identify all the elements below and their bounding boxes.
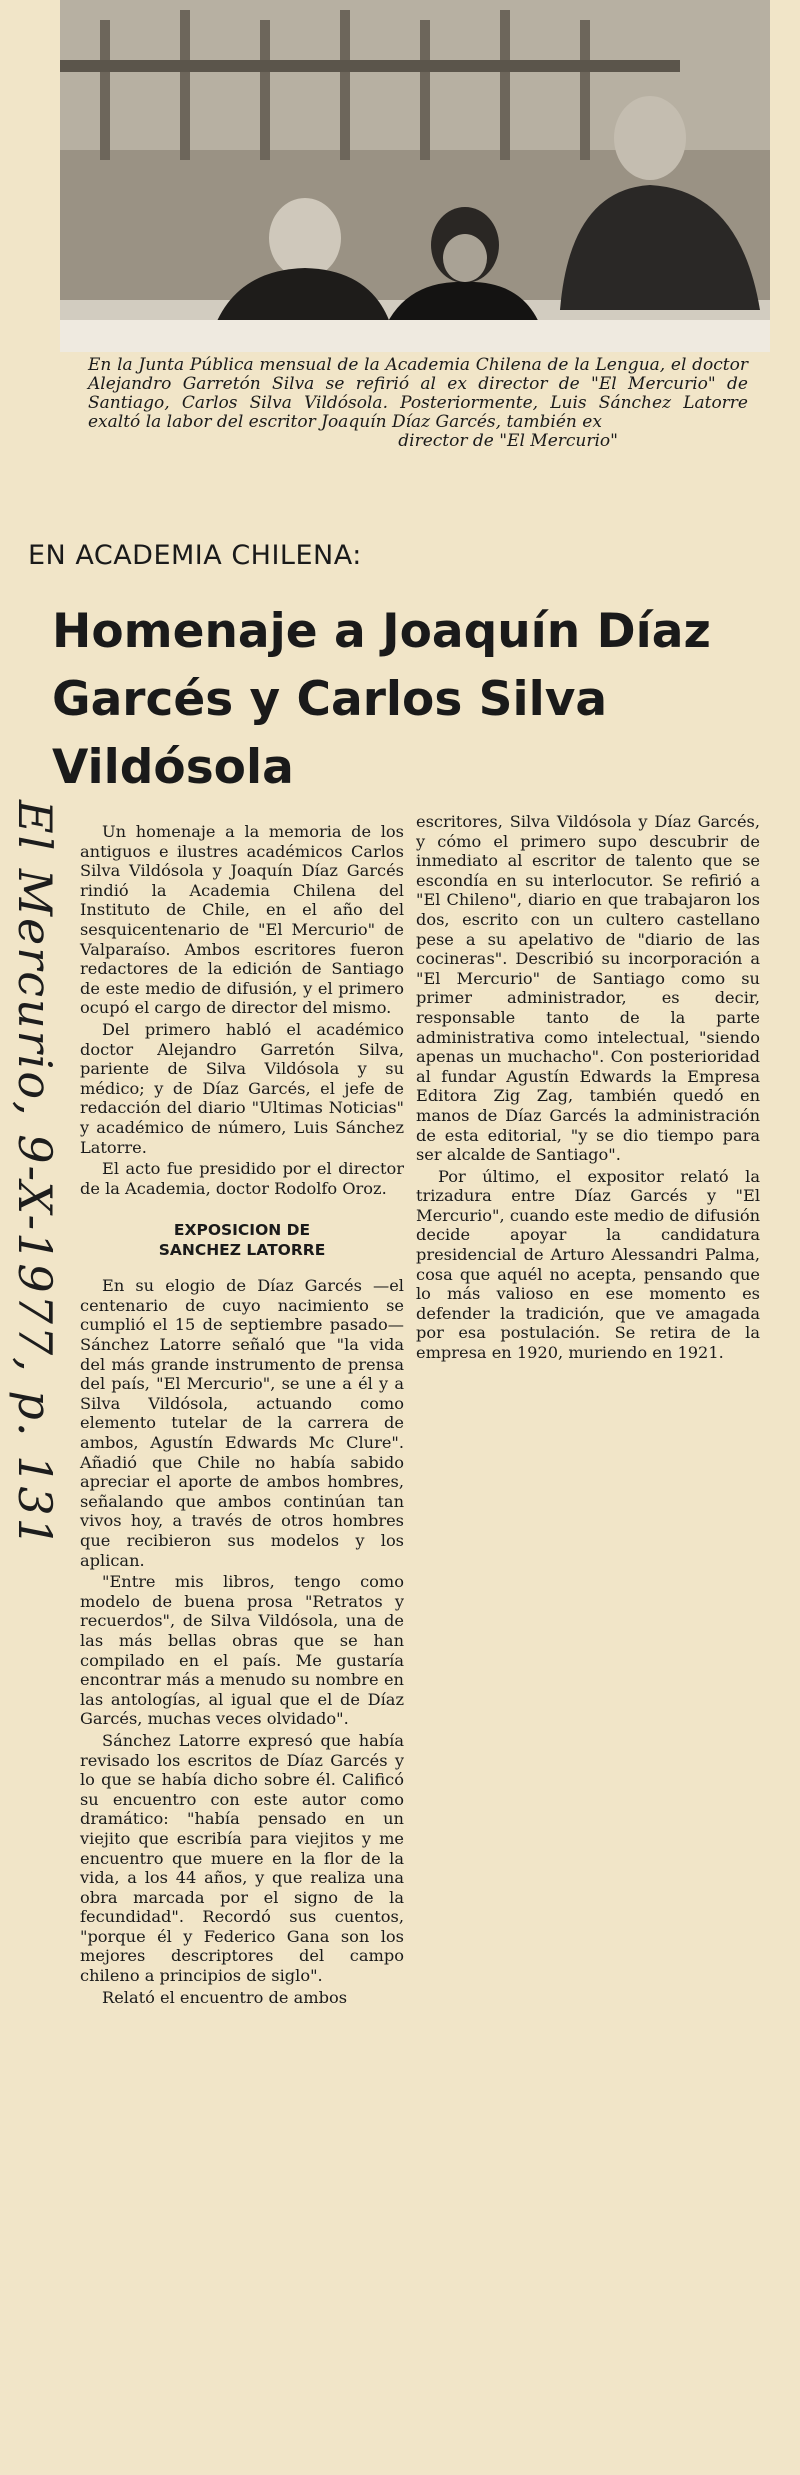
handwritten-note-text: El Mercurio, 9-X-1977, p. 131 <box>8 800 62 1549</box>
paragraph: En su elogio de Díaz Garcés —el centenario de cuyo nacimiento se cumplió el 15 de septiembre pasado— Sánchez Latorre señaló que "la vida del más grande instrumento de prensa del país, "El Mercurio", se une a él y a Silva Vildósola, actuando como elemento tutelar de la carrera de ambos, Agustín Edwards Mc Clure". Añadió que Chile no había sabido apreciar el aporte de ambos hombres, señalando que ambos continúan tan vivos hoy, a través de otros hombres que recibieron sus modelos y los aplican. <box>80 1276 404 1570</box>
paragraph: "Entre mis libros, tengo como modelo de buena prosa "Retratos y recuerdos", de Silva Vildósola, una de las más bellas obras que se han compilado en el país. Me gustaría encontrar más a menudo su nombre en las antologías, al igual que el de Díaz Garcés, muchas veces olvidado". <box>80 1572 404 1729</box>
article-column-2 <box>416 812 760 1365</box>
paragraph: Relató el encuentro de ambos <box>102 1987 348 2007</box>
headline: Homenaje a Joaquín Díaz Garcés y Carlos Silva Vildósola <box>52 604 711 795</box>
article-column-1 <box>80 822 404 2009</box>
subheading-line-1: EXPOSICION DE <box>173 1221 311 1240</box>
paragraph: Sánchez Latorre expresó que había revisado los escritos de Díaz Garcés y lo que se había dicho sobre él. Calificó su encuentro con este autor como dramático: "había pensado en un viejito que escribía para viejitos y me encuentro que muere en la flor de la vida, a los 44 años, y que realiza una obra marcada por el signo de la fecundidad". Recordó sus cuentos, "porque él y Federico Gana son los mejores descriptores del campo chileno a principios de siglo". <box>80 1730 404 1986</box>
subheading <box>80 1220 404 1260</box>
photo-three-men-at-table-icon <box>60 0 770 352</box>
paragraph: El acto fue presidido por el director de la Academia, doctor Rodolfo Oroz. <box>80 1159 404 1198</box>
paragraph: Por último, el expositor relató la trizadura entre Díaz Garcés y "El Mercurio", cuando este medio de difusión decide apoyar la candidatura presidencial de Arturo Alessandri Palma, cosa que aquél no acepta, pensando que lo más valioso en ese momento es defender la tradición, que ve amagada por esa postulación. Se retira de la empresa en 1920, muriendo en 1921. <box>416 1166 760 1363</box>
caption-text: En la Junta Pública mensual de la Academia Chilena de la Lengua, el doctor Alejandro Garretón Silva se refirió al ex director de "El Mercurio" de Santiago, Carlos Silva Vildósola. Posteriormente, Luis Sánchez Latorre exaltó la labor del escritor Joaquín Díaz Garcés, también ex <box>88 355 748 432</box>
caption-tail: director de "El Mercurio" <box>398 431 618 451</box>
paragraph: Un homenaje a la memoria de los antiguos e ilustres académicos Carlos Silva Vildósola y Joaquín Díaz Garcés rindió la Academia Chilena del Instituto de Chile, en el año del sesquicentenario de "El Mercurio" de Valparaíso. Ambos escritores fueron redactores de la edición de Santiago de este medio de difusión, y el primero ocupó el cargo de director del mismo. <box>80 822 404 1018</box>
subheading-line-2: SANCHEZ LATORRE <box>158 1241 326 1260</box>
handwritten-note <box>0 800 80 1900</box>
paragraph: escritores, Silva Vildósola y Díaz Garcés, y cómo el primero supo descubrir de inmediato al escritor de talento que se escondía en su interlocutor. Se refirió a "El Chileno", diario en que trabajaron los dos, escrito con un cultero castellano pese a su apelativo de "diario de las cocineras". Describió su incorporación a "El Mercurio" de Santiago como su primer administrador, es decir, responsable tanto de la parte administrativa como intelectual, "siendo apenas un muchacho". Con posterioridad al fundar Agustín Edwards la Empresa Editora Zig Zag, también quedó en manos de Díaz Garcés la administración de esta editorial, "y se dio tiempo para ser alcalde de Santiago". <box>416 812 760 1165</box>
photo-caption <box>88 356 748 451</box>
paragraph: Del primero habló el académico doctor Alejandro Garretón Silva, pariente de Silva Vildósola y su médico; y de Díaz Garcés, el jefe de redacción del diario "Ultimas Noticias" y académico de número, Luis Sánchez Latorre. <box>80 1019 404 1157</box>
kicker: EN ACADEMIA CHILENA: <box>28 540 362 571</box>
news-photo <box>60 0 770 352</box>
